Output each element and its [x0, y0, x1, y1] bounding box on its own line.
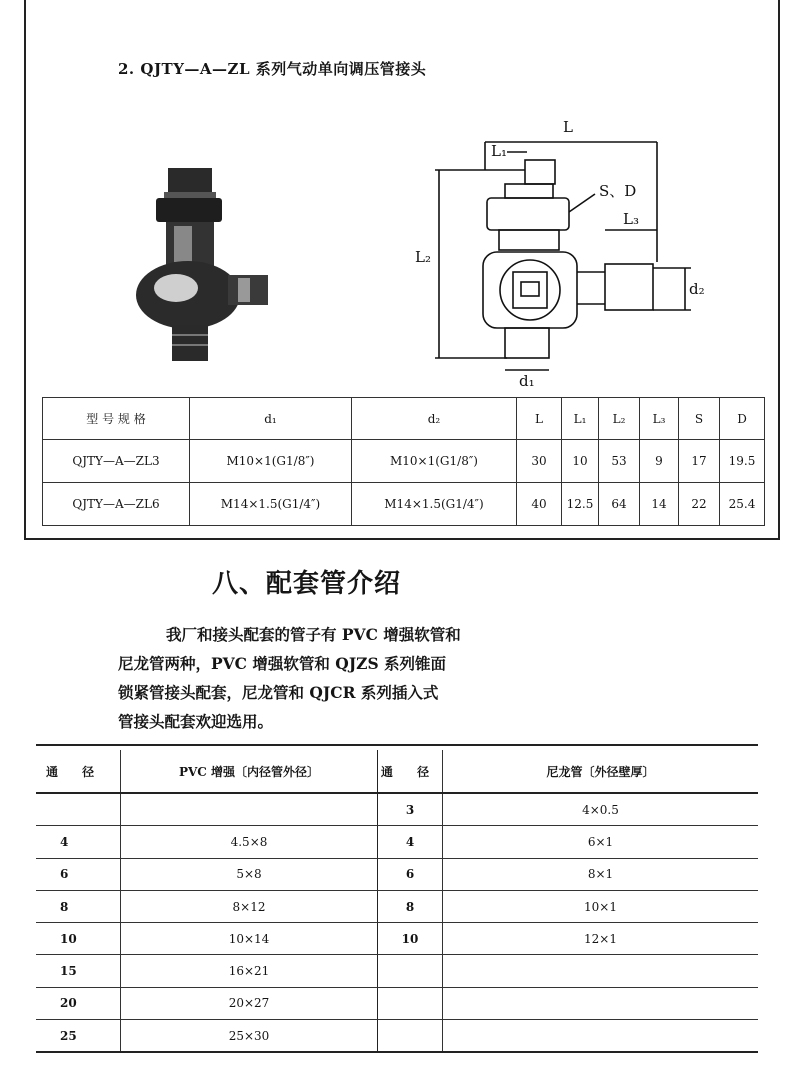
- spec-header-cell: S: [679, 398, 720, 440]
- pipe-row: [36, 1020, 758, 1053]
- pipe-cell: 8: [36, 890, 121, 922]
- pipe-cell: 4.5×8: [121, 826, 378, 858]
- pipe-cell: 4×0.5: [443, 793, 759, 826]
- spec-header-cell: 型 号 规 格: [43, 398, 190, 440]
- pipe-header-cell: PVC 增强〔内径管外径〕: [121, 750, 378, 793]
- spec-cell: 25.4: [720, 483, 765, 526]
- pipe-cell: 6×1: [443, 826, 759, 858]
- pipe-cell: 20×27: [121, 987, 378, 1019]
- pipe-cell: 5×8: [121, 858, 378, 890]
- paragraph-line: 尼龙管两种，PVC 增强软管和 QJZS 系列锥面: [118, 654, 447, 673]
- fitting-diagram: [395, 112, 715, 387]
- spec-cell: M10×1(G1/8″): [352, 440, 517, 483]
- dim-L2: L₂: [415, 248, 431, 266]
- pipe-cell: 12×1: [443, 923, 759, 955]
- pipe-cell: 10: [378, 923, 443, 955]
- spec-header-cell: d₂: [352, 398, 517, 440]
- spec-header-cell: D: [720, 398, 765, 440]
- paragraph-line: 我厂和接头配套的管子有 PVC 增强软管和: [166, 625, 461, 644]
- spec-cell: 22: [679, 483, 720, 526]
- pipe-cell: 25×30: [121, 1020, 378, 1053]
- pipe-cell: 25: [36, 1020, 121, 1053]
- pipe-cell: 10×1: [443, 890, 759, 922]
- pipe-cell: 10: [36, 923, 121, 955]
- pipe-row: [36, 923, 758, 955]
- pipe-row: [36, 890, 758, 922]
- pipe-row: [36, 826, 758, 858]
- spec-row: [43, 440, 765, 483]
- pipe-cell: 8×1: [443, 858, 759, 890]
- spec-cell: M14×1.5(G1/4″): [190, 483, 352, 526]
- spec-cell: 53: [599, 440, 640, 483]
- spec-cell: M14×1.5(G1/4″): [352, 483, 517, 526]
- section-title: 2. QJTY—A—ZL 系列气动单向调压管接头: [118, 60, 427, 78]
- pipe-table: [36, 750, 758, 1053]
- dim-SD: S、D: [599, 182, 637, 200]
- pipe-cell: 20: [36, 987, 121, 1019]
- pipe-row: [36, 858, 758, 890]
- pipe-row: [36, 955, 758, 987]
- pipe-cell: 4: [378, 826, 443, 858]
- spec-header-cell: L₂: [599, 398, 640, 440]
- pipe-row: [36, 987, 758, 1019]
- spec-header-cell: L₁: [562, 398, 599, 440]
- dim-d2: d₂: [689, 280, 705, 298]
- pipe-table-top-rule: [36, 744, 758, 746]
- pipe-cell: 3: [378, 793, 443, 826]
- spec-cell: 19.5: [720, 440, 765, 483]
- spec-cell: 10: [562, 440, 599, 483]
- spec-cell: 9: [640, 440, 679, 483]
- pipe-row: [36, 793, 758, 826]
- product-photo: [128, 160, 288, 370]
- spec-cell: 64: [599, 483, 640, 526]
- paragraph-line: 管接头配套欢迎选用。: [118, 712, 274, 731]
- pipe-cell: [443, 1020, 759, 1053]
- pipe-cell: 6: [36, 858, 121, 890]
- spec-header-cell: d₁: [190, 398, 352, 440]
- spec-table: [42, 397, 765, 526]
- pipe-cell: [378, 955, 443, 987]
- pipe-header-cell: 通 径: [378, 750, 443, 793]
- dim-L: L: [563, 118, 573, 136]
- pipe-cell: 15: [36, 955, 121, 987]
- pipe-cell: [378, 987, 443, 1019]
- spec-header-cell: L: [517, 398, 562, 440]
- pipe-header-row: [36, 750, 758, 793]
- pipe-cell: 6: [378, 858, 443, 890]
- spec-cell: QJTY—A—ZL3: [43, 440, 190, 483]
- pipe-cell: [378, 1020, 443, 1053]
- pipe-header-cell: 尼龙管〔外径壁厚〕: [443, 750, 759, 793]
- spec-cell: M10×1(G1/8″): [190, 440, 352, 483]
- pipe-cell: [121, 793, 378, 826]
- spec-cell: 40: [517, 483, 562, 526]
- dim-d1: d₁: [519, 372, 535, 387]
- spec-row: [43, 483, 765, 526]
- spec-cell: QJTY—A—ZL6: [43, 483, 190, 526]
- pipe-cell: 8×12: [121, 890, 378, 922]
- pipe-cell: 16×21: [121, 955, 378, 987]
- chapter-heading: 八、配套管介绍: [212, 569, 402, 599]
- spec-cell: 14: [640, 483, 679, 526]
- dim-L1: L₁: [491, 142, 507, 160]
- spec-cell: 12.5: [562, 483, 599, 526]
- spec-cell: 30: [517, 440, 562, 483]
- pipe-cell: [36, 793, 121, 826]
- pipe-cell: 10×14: [121, 923, 378, 955]
- pipe-cell: 8: [378, 890, 443, 922]
- paragraph-line: 锁紧管接头配套，尼龙管和 QJCR 系列插入式: [118, 683, 439, 702]
- pipe-cell: [443, 987, 759, 1019]
- spec-header-cell: L₃: [640, 398, 679, 440]
- spec-header-row: [43, 398, 765, 440]
- spec-cell: 17: [679, 440, 720, 483]
- intro-paragraph: [118, 620, 588, 736]
- pipe-cell: [443, 955, 759, 987]
- dim-L3: L₃: [623, 210, 639, 228]
- pipe-header-cell: 通 径: [36, 750, 121, 793]
- pipe-cell: 4: [36, 826, 121, 858]
